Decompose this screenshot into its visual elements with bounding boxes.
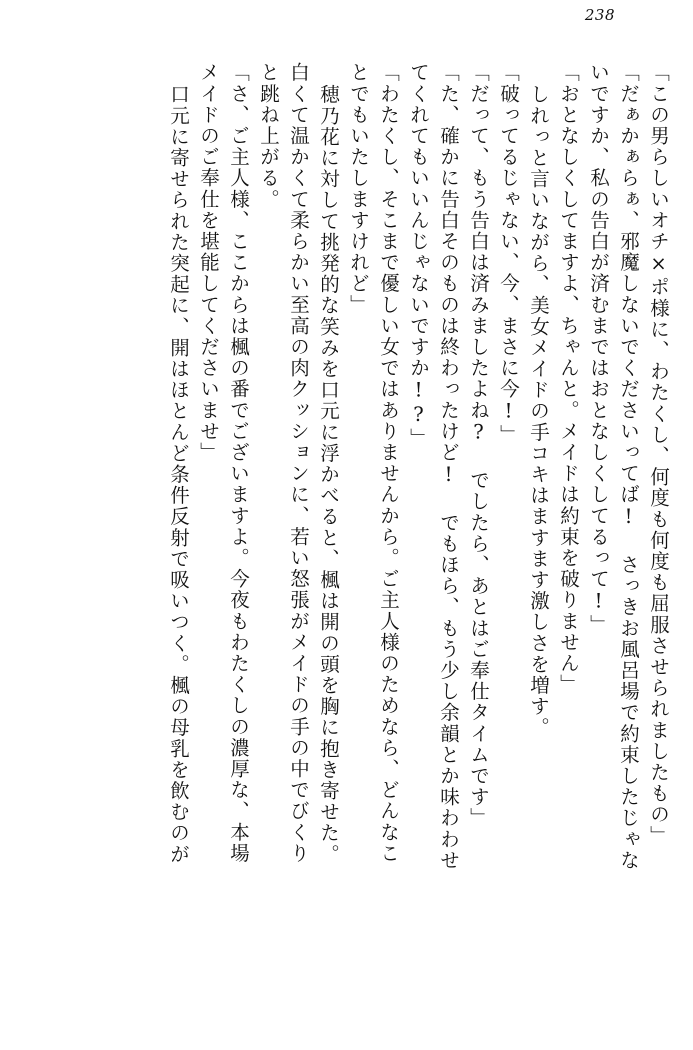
text-line: 「破ってるじゃない、今、まさに今!」 — [497, 62, 520, 446]
page-number: 238 — [584, 6, 615, 24]
text-line: 口元に寄せられた突起に、開はほとんど条件反射で吸いつく。楓の母乳を飲むのが — [167, 84, 190, 865]
text-line: メイドのご奉仕を堪能してくださいませ」 — [197, 62, 220, 463]
text-line: と跳ね上がる。 — [257, 62, 280, 210]
text-line: しれっと言いながら、美女メイドの手コキはますます激しさを増す。 — [527, 84, 550, 739]
text-line: 「た、確かに告白そのものは終わったけど! でもほら、もう少し余韻とか味わわせ — [437, 62, 460, 871]
text-line: てくれてもいいんじゃないですか!?」 — [407, 62, 430, 449]
text-line: 「だって、もう告白は済みましたよね? でしたら、あとはご奉仕タイムです」 — [467, 62, 490, 829]
text-line: 「おとなしくしてますよ、ちゃんと。メイドは約束を破りません」 — [557, 62, 580, 695]
text-line: 白くて温かくて柔らかい至高の肉クッションに、若い怒張がメイドの手の中でびくり — [287, 62, 310, 864]
text-line: 「だぁかぁらぁ、邪魔しないでくださいってば! さっきお風呂場で約束したじゃな — [617, 62, 640, 871]
text-line: 穂乃花に対して挑発的な笑みを口元に浮かべると、楓は開の頭を胸に抱き寄せた。 — [317, 84, 340, 865]
body-text-block — [30, 62, 673, 1012]
text-line: とでもいたしますけれど」 — [347, 62, 370, 316]
text-line: 「この男らしいオチ×ポ様に、わたくし、何度も何度も屈服させられましたもの」 — [647, 62, 670, 847]
text-line: 「わたくし、そこまで優しい女ではありませんから。ご主人様のためなら、どんなこ — [377, 62, 400, 864]
text-line: いですか、私の告白が済むまではおとなしくしてるって!」 — [587, 62, 610, 636]
text-line: 「さ、ご主人様、ここからは楓の番でございますよ。今夜もわたくしの濃厚な、本場 — [227, 62, 250, 864]
